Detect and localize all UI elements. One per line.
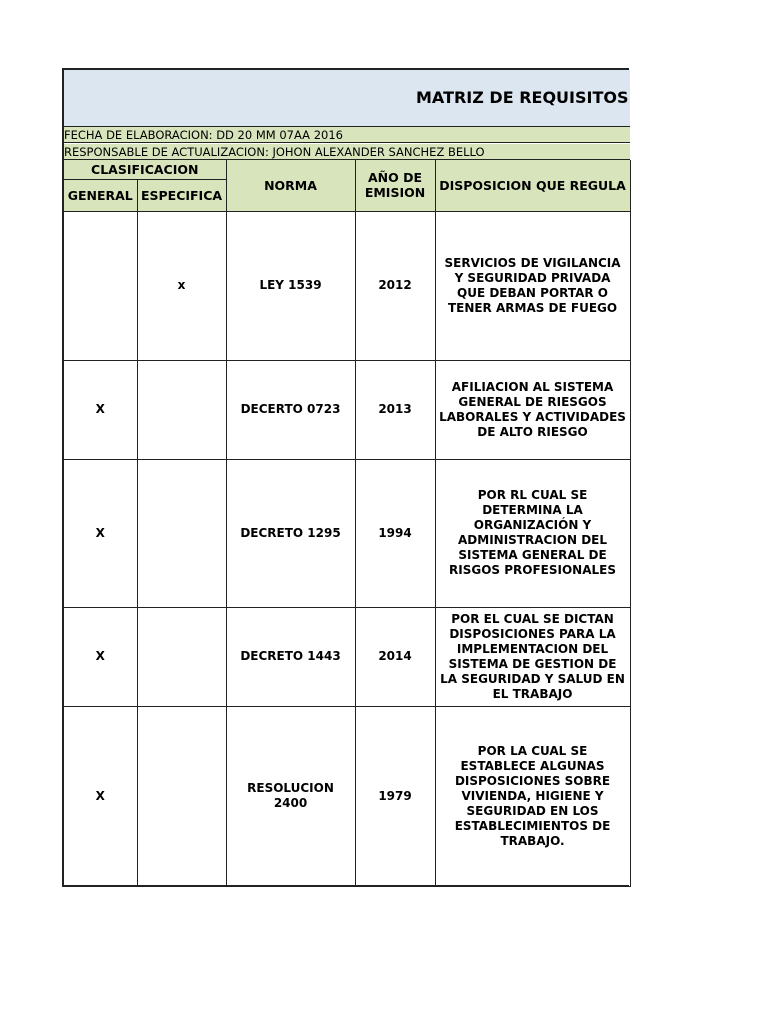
cell-general: X — [64, 360, 137, 459]
cell-especifica — [137, 459, 226, 607]
cell-disposicion: POR RL CUAL SE DETERMINA LA ORGANIZACIÓN Y ADMINISTRACION DEL SISTEMA GENERAL DE RISGOS PROFESIONALES — [435, 459, 630, 607]
document-title: MATRIZ DE REQUISITOS — [416, 88, 629, 107]
table-row — [64, 211, 630, 360]
cell-anio: 1979 — [355, 706, 435, 886]
cell-general: X — [64, 459, 137, 607]
cell-disposicion: POR LA CUAL SE ESTABLECE ALGUNAS DISPOSICIONES SOBRE VIVIENDA, HIGIENE Y SEGURIDAD EN LOS ESTABLECIMIENTOS DE TRABAJO. — [435, 706, 630, 886]
cell-disposicion: SERVICIOS DE VIGILANCIA Y SEGURIDAD PRIVADA QUE DEBAN PORTAR O TENER ARMAS DE FUEGO — [435, 211, 630, 360]
cell-disposicion: POR EL CUAL SE DICTAN DISPOSICIONES PARA LA IMPLEMENTACION DEL SISTEMA DE GESTION DE LA SEGURIDAD Y SALUD EN EL TRABAJO — [435, 607, 630, 706]
header-especifica: ESPECIFICA — [137, 179, 226, 211]
cell-especifica — [137, 706, 226, 886]
cell-general: X — [64, 607, 137, 706]
requirements-table — [64, 160, 631, 887]
header-general: GENERAL — [64, 179, 137, 211]
cell-anio: 2012 — [355, 211, 435, 360]
fecha-elaboracion-row: FECHA DE ELABORACION: DD 20 MM 07AA 2016 — [64, 127, 630, 143]
table-row — [64, 459, 630, 607]
cell-anio: 2014 — [355, 607, 435, 706]
cell-norma: RESOLUCION 2400 — [226, 706, 355, 886]
cell-norma: DECRETO 1295 — [226, 459, 355, 607]
cell-anio: 1994 — [355, 459, 435, 607]
header-norma: NORMA — [226, 160, 355, 211]
table-row — [64, 360, 630, 459]
cell-norma: DECERTO 0723 — [226, 360, 355, 459]
table-row — [64, 706, 630, 886]
cell-especifica: x — [137, 211, 226, 360]
cell-disposicion: AFILIACION AL SISTEMA GENERAL DE RIESGOS LABORALES Y ACTIVIDADES DE ALTO RIESGO — [435, 360, 630, 459]
table-row — [64, 607, 630, 706]
header-clasificacion: CLASIFICACION — [64, 160, 226, 179]
cell-norma: LEY 1539 — [226, 211, 355, 360]
cell-general: X — [64, 706, 137, 886]
cell-anio: 2013 — [355, 360, 435, 459]
cell-especifica — [137, 360, 226, 459]
cell-especifica — [137, 607, 226, 706]
cell-norma: DECRETO 1443 — [226, 607, 355, 706]
header-disposicion: DISPOSICION QUE REGULA — [435, 160, 630, 211]
title-bar — [64, 70, 630, 127]
header-anio: AÑO DE EMISION — [355, 160, 435, 211]
requirements-matrix-sheet — [62, 68, 629, 887]
responsable-row: RESPONSABLE DE ACTUALIZACION: JOHON ALEXANDER SANCHEZ BELLO — [64, 144, 630, 160]
cell-general — [64, 211, 137, 360]
